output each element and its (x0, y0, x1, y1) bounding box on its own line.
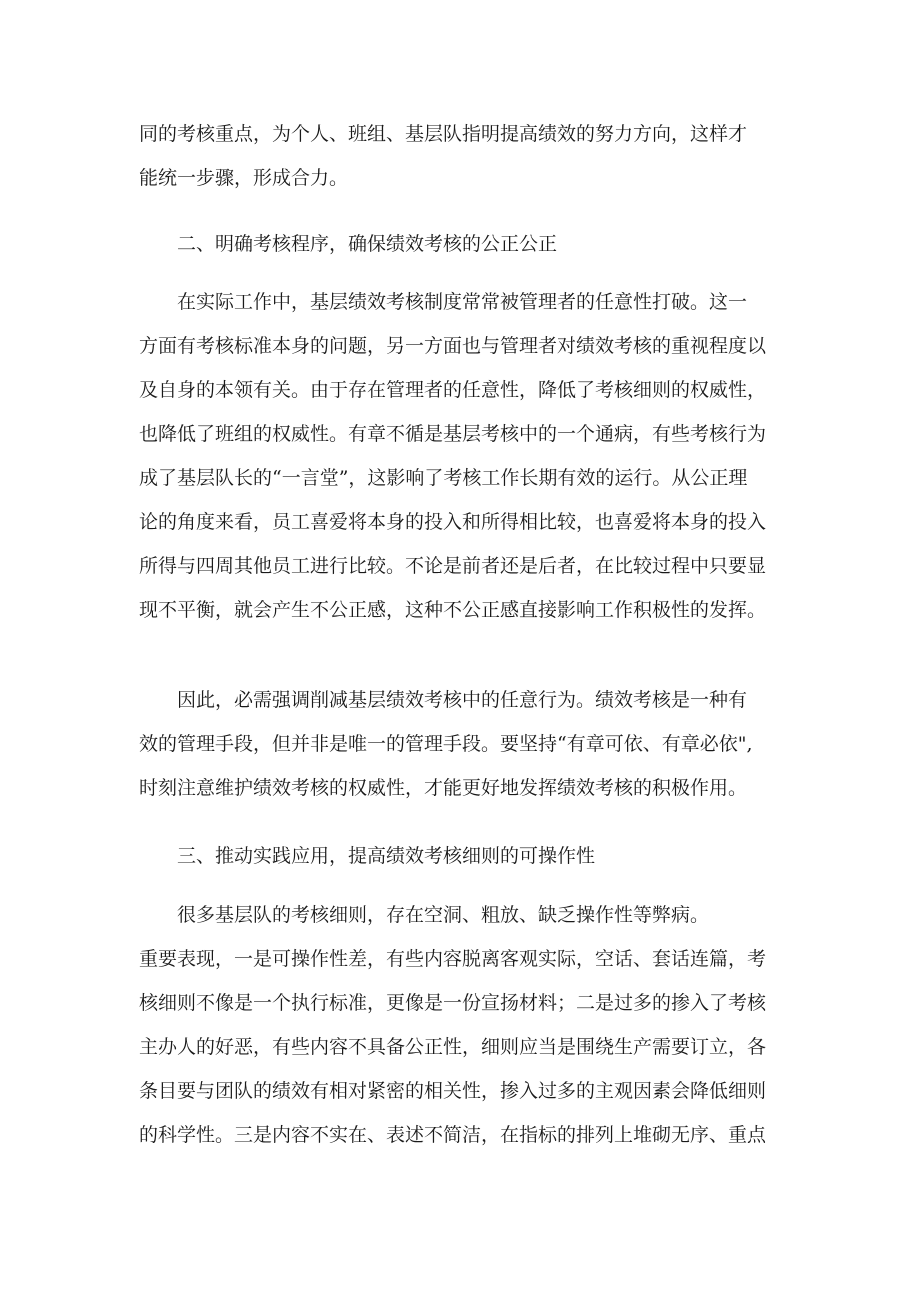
text-line: 也降低了班组的权威性。有章不循是基层考核中的一个通病，有些考核行为 (139, 423, 767, 445)
paragraph-5 (139, 937, 799, 1157)
section-heading-2 (139, 222, 799, 266)
paragraph-4 (139, 893, 799, 937)
paragraph-continuation (139, 112, 799, 200)
text-line: 能统一步骤，形成合力。 (139, 167, 349, 189)
text-line: 重要表现，一是可操作性差，有些内容脱离客观实际，空话、套话连篇，考 (139, 948, 767, 970)
text-line: 主办人的好恶，有些内容不具备公正性，细则应当是围绕生产需要订立，各 (139, 1036, 767, 1058)
section-heading-3 (139, 834, 799, 878)
text-line: 条目要与团队的绩效有相对紧密的相关性，掺入过多的主观因素会降低细则 (139, 1080, 767, 1102)
heading-line: 三、推动实践应用，提高绩效考核细则的可操作性 (177, 845, 596, 867)
text-line: 及自身的本领有关。由于存在管理者的任意性，降低了考核细则的权威性， (139, 379, 767, 401)
text-line: 同的考核重点，为个人、班组、基层队指明提高绩效的努力方向，这样才 (139, 123, 748, 145)
paragraph-3 (139, 678, 799, 810)
text-line: 所得与四周其他员工进行比较。不论是前者还是后者，在比较过程中只要显 (139, 555, 767, 577)
text-line: 因此，必需强调削减基层绩效考核中的任意行为。绩效考核是一种有 (177, 689, 748, 711)
paragraph-2 (139, 280, 799, 632)
text-line: 方面有考核标准本身的问题，另一方面也与管理者对绩效考核的重视程度以 (139, 335, 767, 357)
heading-line: 二、明确考核程序，确保绩效考核的公正公正 (177, 233, 558, 255)
text-line: 很多基层队的考核细则，存在空洞、粗放、缺乏操作性等弊病。 (177, 904, 710, 926)
text-line: 效的管理手段，但并非是唯一的管理手段。要坚持“有章可依、有章必依", (139, 733, 753, 755)
text-line: 核细则不像是一个执行标准，更像是一份宣扬材料；二是过多的掺入了考核 (139, 992, 767, 1014)
text-line: 在实际工作中，基层绩效考核制度常常被管理者的任意性打破。这一 (177, 291, 748, 313)
text-line: 成了基层队长的“一言堂”，这影响了考核工作长期有效的运行。从公正理 (139, 467, 748, 489)
text-line: 现不平衡，就会产生不公正感，这种不公正感直接影响工作积极性的发挥。 (139, 599, 767, 621)
text-line: 时刻注意维护绩效考核的权威性，才能更好地发挥绩效考核的积极作用。 (139, 777, 748, 799)
text-line: 的科学性。三是内容不实在、表述不简洁，在指标的排列上堆砌无序、重点 (139, 1124, 767, 1146)
text-line: 论的角度来看，员工喜爱将本身的投入和所得相比较，也喜爱将本身的投入 (139, 511, 767, 533)
